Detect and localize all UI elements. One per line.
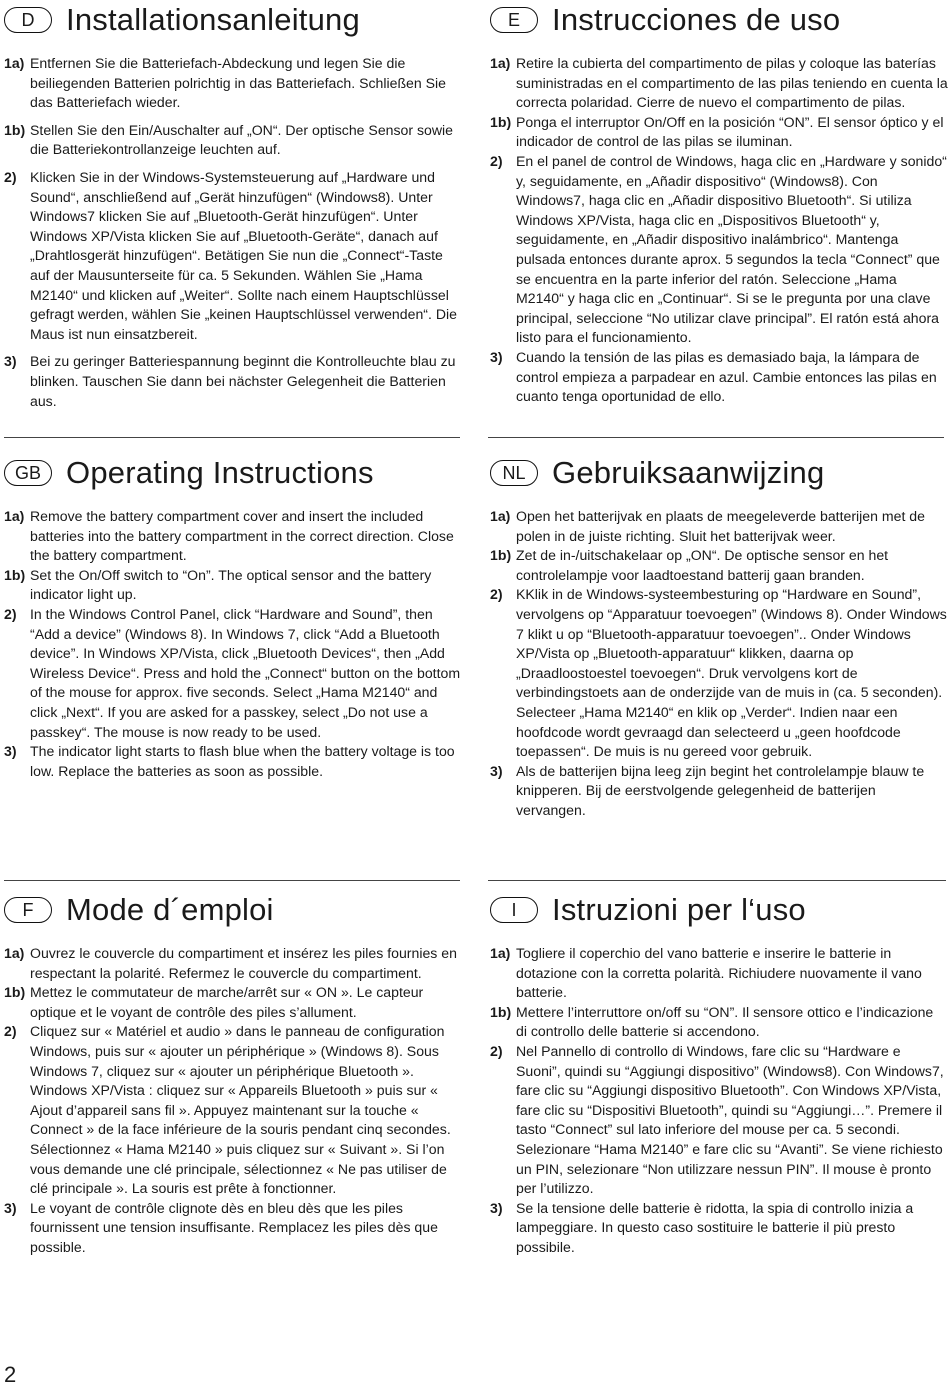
step-number: 2) [4, 1023, 17, 1040]
step-text: Retire la cubierta del compartimento de pilas y coloque las baterías suministradas en el compartimento de las pilas teniendo en cuenta la correcta polaridad. Cierre de nuevo el compartimento de pilas. [516, 55, 948, 111]
language-badge: I [490, 897, 538, 923]
instruction-item [490, 762, 948, 821]
section-header [490, 453, 948, 493]
instruction-list [4, 54, 462, 411]
instruction-item [490, 1042, 948, 1199]
instruction-item [490, 54, 948, 113]
step-text: Nel Pannello di controllo di Windows, fare clic su “Hardware e Suoni”, quindi su “Aggiungi dispositivo” (Windows8). Con Windows7, fare clic su “Aggiungi dispositivo Bluetooth”. Con Windows XP/Vista, fare clic su “Dispositivi Bluetooth”, quindi su “Aggiungi…”. Premere il tasto “Connect” sul lato inferiore del mouse per ca. 5 secondi. Selezionare “Hama M2140” e fare clic su “Avanti”. Se viene richiesto un PIN, selezionare “Non utilizzare nessun PIN”. Il mouse è pronto per l’utilizzo. [516, 1042, 944, 1197]
step-number: 3) [490, 762, 503, 779]
step-text: Stellen Sie den Ein/Auschalter auf „ON“. Der optische Sensor sowie die Batteriekontrollanzeige leuchten auf. [30, 121, 454, 158]
instruction-list [490, 507, 948, 821]
step-number: 3) [4, 1199, 17, 1216]
instruction-item [490, 152, 948, 348]
section-title: Gebruiksaanwijzing [552, 455, 825, 490]
section-german [4, 0, 462, 411]
section-title: Mode d´emploi [66, 892, 274, 927]
instruction-item [4, 352, 462, 411]
step-text: Togliere il coperchio del vano batterie e inserire le batterie in dotazione con la corretta polarità. Richiudere nuovamente il vano batterie. [516, 945, 922, 1001]
section-english [4, 453, 462, 781]
instruction-item [490, 1199, 948, 1258]
section-header [490, 890, 948, 930]
step-number: 2) [490, 152, 503, 169]
step-number: 1a) [4, 55, 25, 71]
instruction-item [4, 983, 462, 1022]
instruction-list [4, 507, 462, 781]
step-text: Zet de in-/uitschakelaar op „ON“. De optische sensor en het controlelampje voor laadtoestand batterij gaan branden. [516, 547, 889, 583]
instruction-item [4, 54, 462, 113]
step-text: Mettez le commutateur de marche/arrêt sur « ON ». Le capteur optique et le voyant de contrôle des piles s’allument. [30, 984, 424, 1020]
instruction-item [4, 1022, 462, 1198]
step-text: Set the On/Off switch to “On”. The optical sensor and the battery indicator light up. [30, 566, 432, 603]
instruction-item [4, 507, 462, 566]
section-title: Istruzioni per l‘uso [552, 892, 806, 927]
step-number: 1a) [490, 508, 511, 524]
step-text: Ouvrez le couvercle du compartiment et insérez les piles fournies en respectant la polarité. Refermez le couvercle du compartiment. [30, 945, 457, 981]
step-number: 2) [490, 586, 503, 603]
section-header [490, 0, 948, 40]
step-text: Als de batterijen bijna leeg zijn begint het controlelampje blauw te knipperen. Bij de eerstvolgende gelegenheid de batterijen vervangen. [516, 762, 925, 818]
divider-line [488, 437, 944, 438]
section-header [4, 890, 462, 930]
step-number: 2) [490, 1042, 503, 1059]
section-title: Operating Instructions [66, 455, 374, 490]
step-number: 2) [4, 605, 17, 622]
language-badge: NL [490, 460, 538, 486]
instruction-item [490, 944, 948, 1003]
instruction-item [4, 944, 462, 983]
instruction-item [490, 507, 948, 546]
section-header [4, 453, 462, 493]
step-text: Entfernen Sie die Batteriefach-Abdeckung und legen Sie die beiliegenden Batterien polrichtig in das Batteriefach. Schließen Sie das Batteriefach wieder. [30, 55, 447, 111]
step-number: 1b) [4, 984, 26, 1001]
language-badge: GB [4, 460, 52, 486]
step-text: En el panel de control de Windows, haga clic en „Hardware y sonido“ y, seguidamente, en „Añadir dispositivo“ (Windows8). Con Windows7, haga clic en „Añadir dispositivo Bluetooth“. Si utiliza Windows XP/Vista, haga clic en „Dispositivos Bluetooth“ y, seguidamente, en „Añadir dispositivo inalámbrico“. Mantenga pulsada entonces durante aprox. 5 segundos la tecla “Connect” que se encuentra en la parte inferior del ratón. Seleccione „Hama M2140“ y haga clic en „Continuar“. Si se le pregunta por una clave principal, seleccione “No utilizar clave principal”. El ratón está ahora listo para el funcionamiento. [516, 152, 947, 346]
instruction-list [490, 54, 948, 407]
instruction-item [490, 1003, 948, 1042]
step-text: Bei zu geringer Batteriespannung beginnt die Kontrolleuchte blau zu blinken. Tauschen Sie dann bei nächster Gelegenheit die Batterien aus. [30, 353, 456, 409]
section-spanish [490, 0, 948, 407]
step-text: Cuando la tensión de las pilas es demasiado baja, la lámpara de control empieza a parpadear en azul. Cambie entonces las pilas en cuanto tenga oportunidad de ello. [516, 348, 937, 405]
instruction-item [490, 585, 948, 761]
divider-line [4, 437, 460, 438]
step-number: 1a) [490, 55, 511, 71]
step-text: KKlik in de Windows-systeembesturing op “Hardware en Sound”, vervolgens op “Apparatuur toevoegen” (Windows 8). Onder Windows 7 klikt u op “Bluetooth-apparatuur toevoegen”.. Onder Windows XP/Vista op „Bluetooth-apparatuur“ klikken, daarna op „Draadloostoestel toevoegen“. Druk vervolgens kort de verbindingstoets aan de onderzijde van de muis in (ca. 5 seconden). Selecteer „Hama M2140“ en klik op „Verder“. Indien naar een hoofdcode wordt gevraagd dan selecteerd u „geen hoofdcode toepassen“. De muis is nu gereed voor gebruik. [516, 586, 947, 760]
step-number: 1a) [4, 508, 25, 524]
instruction-list [490, 944, 948, 1258]
step-number: 1b) [490, 547, 512, 564]
section-dutch [490, 453, 948, 821]
step-number: 1a) [490, 945, 511, 961]
section-french [4, 890, 462, 1258]
language-badge: D [4, 7, 52, 33]
step-number: 2) [4, 168, 17, 185]
section-italian [490, 890, 948, 1258]
step-text: Mettere l’interruttore on/off su “ON”. Il sensore ottico e l’indicazione di controllo delle batterie si accendono. [516, 1003, 934, 1040]
step-text: In the Windows Control Panel, click “Hardware and Sound”, then “Add a device” (Windows 8). In Windows 7, click “Add a Bluetooth device”. In Windows XP/Vista, click „Bluetooth Devices“, then „Add Wireless Device“. Press and hold the „Connect“ button on the bottom of the mouse for approx. five seconds. Select „Hama M2140“ and click „Next“. If you are asked for a passkey, select „Do not use a passkey“. The mouse is now ready to be used. [30, 605, 461, 740]
step-text: The indicator light starts to flash blue when the battery voltage is too low. Replace the batteries as soon as possible. [30, 743, 455, 779]
step-number: 3) [4, 743, 17, 760]
instruction-item [4, 168, 462, 344]
step-number: 3) [490, 348, 503, 365]
step-text: Ponga el interruptor On/Off en la posición “ON”. El sensor óptico y el indicador de control de las pilas se iluminan. [516, 113, 944, 150]
section-title: Instrucciones de uso [552, 2, 841, 37]
step-number: 3) [4, 353, 17, 370]
step-number: 1b) [490, 1003, 512, 1020]
step-number: 1a) [4, 945, 25, 961]
step-text: Cliquez sur « Matériel et audio » dans le panneau de configuration Windows, puis sur « ajouter un périphérique » (Windows 8). Sous Windows 7, cliquez sur « ajouter un périphérique Bluetooth ». Windows XP/Vista : cliquez sur « Appareils Bluetooth » puis sur « Ajout d’appareil sans fil ». Appuyez maintenant sur la touche « Connect » de la face inférieure de la souris pendant cinq secondes. Sélectionnez « Hama M2140 » puis cliquez sur « Suivant ». Si l’on vous demande une clé principale, sélectionnez « Ne pas utiliser de clé principale ». La souris est prête à fonctionner. [30, 1023, 451, 1197]
language-badge: F [4, 897, 52, 923]
step-number: 1b) [490, 113, 512, 130]
instruction-item [490, 546, 948, 585]
step-text: Open het batterijvak en plaats de meegeleverde batterijen met de polen in de juiste richting. Sluit het batterijvak weer. [516, 508, 925, 544]
divider-line [4, 880, 460, 881]
section-title: Installationsanleitung [66, 2, 360, 37]
instruction-item [4, 605, 462, 742]
step-text: Le voyant de contrôle clignote dès en bleu dès que les piles fournissent une tension insuffisante. Remplacez les piles dès que possible. [30, 1199, 438, 1255]
step-text: Remove the battery compartment cover and insert the included batteries into the battery compartment in the correct direction. Close the battery compartment. [30, 508, 454, 564]
section-header [4, 0, 462, 40]
step-number: 3) [490, 1199, 503, 1216]
instruction-list [4, 944, 462, 1258]
instruction-item [4, 742, 462, 781]
divider-line [488, 880, 946, 881]
language-badge: E [490, 7, 538, 33]
step-text: Klicken Sie in der Windows-Systemsteuerung auf „Hardware und Sound“, anschließend auf „Gerät hinzufügen“ (Windows8). Unter Windows7 klicken Sie auf „Bluetooth-Gerät hinzufügen“. Unter Windows XP/Vista klicken Sie auf „Bluetooth-Geräte“, danach auf „Drahtlosgerät hinzufügen“. Betätigen Sie nun die „Connect“-Taste auf der Mausunterseite für ca. 5 Sekunden. Wählen Sie „Hama M2140“ und klicken auf „Weiter“. Sollte nach einem Hauptschlüssel gefragt werden, wählen Sie „keinen Hauptschlüssel verwenden“. Die Maus ist nun einsatzbereit. [30, 168, 457, 342]
step-text: Se la tensione delle batterie è ridotta, la spia di controllo inizia a lampeggiare. In questo caso sostituire le batterie il più presto possibile. [516, 1199, 914, 1255]
page-number: 2 [4, 1362, 17, 1387]
step-number: 1b) [4, 121, 26, 138]
instruction-item [4, 121, 462, 160]
instruction-item [4, 566, 462, 605]
instruction-item [4, 1199, 462, 1258]
instruction-item [490, 113, 948, 152]
step-number: 1b) [4, 566, 26, 583]
instruction-item [490, 348, 948, 407]
